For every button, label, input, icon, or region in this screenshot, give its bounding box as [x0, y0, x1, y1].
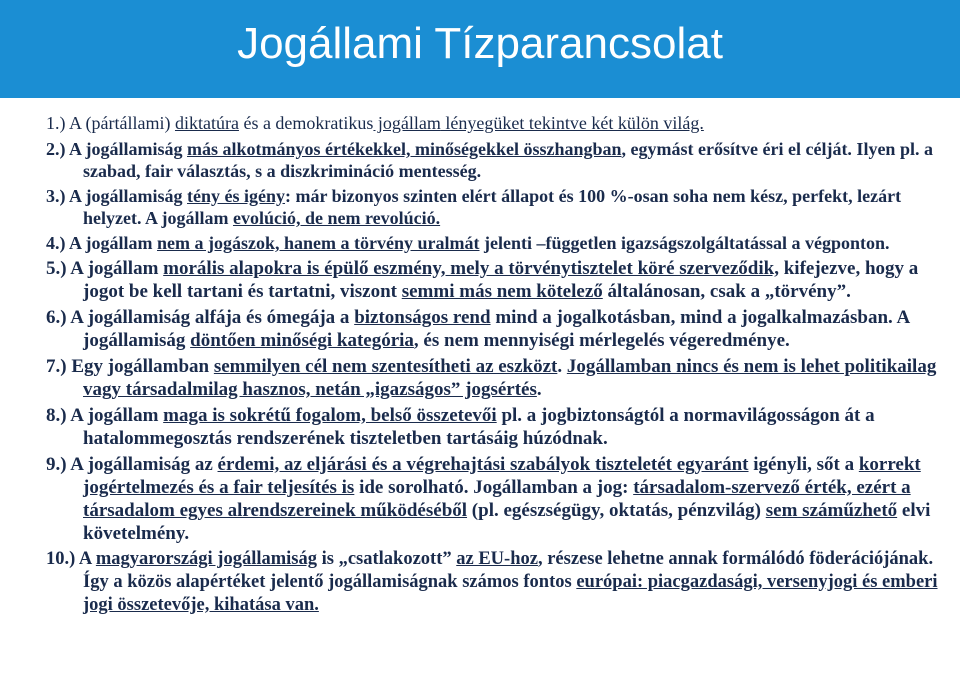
item-text: A jogállam	[65, 233, 158, 253]
list-item	[46, 185, 951, 229]
list-item	[46, 548, 951, 617]
underlined-text: az EU-hoz	[456, 549, 538, 569]
item-number: 2.)	[46, 139, 66, 159]
item-list	[46, 112, 951, 620]
page-title: Jogállami Tízparancsolat	[237, 19, 723, 68]
underlined-text: európai: piacgazdasági, versenyjogi és emberi jogi összetevője, kihatása van.	[83, 572, 938, 615]
underlined-text: diktatúra	[174, 113, 239, 133]
underlined-text: semmi más nem kötelező	[401, 281, 603, 302]
item-text: A	[75, 549, 96, 569]
item-text: ide sorolható. Jogállamban a jog:	[354, 477, 634, 498]
item-number: 7.)	[46, 356, 67, 377]
item-text: .	[536, 379, 542, 400]
underlined-text: morális alapokra is épülő eszmény, mely a törvénytisztelet köré szerveződik,	[163, 258, 779, 279]
item-text: A jogállam	[66, 405, 164, 426]
item-text: és a demokratikus	[238, 113, 374, 133]
item-text: .	[557, 356, 567, 377]
item-number: 4.)	[46, 233, 66, 253]
underlined-text: Jogállamban nincs és nem is lehet politikailag vagy társadalmilag hasznos, netán „igazságos” jogsértés	[83, 356, 937, 400]
item-text: A jogállamiság alfája és ómegája a	[66, 307, 355, 328]
item-text: kifejezve, hogy a jogot be kell tartani és tartatni, viszont	[83, 258, 919, 302]
item-text: is „csatlakozott”	[317, 549, 457, 569]
item-number: 8.)	[46, 405, 67, 426]
underlined-text: maga is sokrétű fogalom, belső összetevői	[163, 405, 497, 426]
list-item	[46, 232, 951, 254]
underlined-text: semmilyen cél nem szentesítheti az eszközt	[213, 356, 558, 377]
item-text: , részese lehetne annak formálódó föderációjának. Így a közös alapértéket jelentő jogállamiságnak számos fontos	[83, 549, 934, 592]
underlined-text: lényegüket tekintve két külön világ.	[440, 113, 704, 133]
item-text: pl. a jogbiztonságtól a normavilágosságon át a hatalommegosztás rendszerének tiszteletben tartásáig húzódnak.	[83, 405, 875, 449]
underlined-text: érdemi, az eljárási és a végrehajtási szabályok tiszteletét egyaránt	[217, 454, 749, 475]
underlined-text: tény és igény	[187, 186, 286, 206]
underlined-text: korrekt jogértelmezés és a fair teljesítés is	[83, 454, 921, 498]
list-item	[46, 112, 951, 135]
underlined-text: jogállam	[373, 113, 441, 133]
item-text: , és nem mennyiségi mérlegelés végeredménye.	[413, 330, 790, 351]
item-number: 10.)	[46, 549, 76, 569]
underlined-text: más alkotmányos értékekkel, minőségekkel összhangban	[187, 139, 622, 159]
underlined-text: döntően minőségi kategória	[190, 330, 414, 351]
list-item	[46, 306, 951, 352]
item-text: igényli, sőt a	[748, 454, 859, 475]
item-number: 5.)	[46, 258, 67, 279]
item-number: 3.)	[46, 186, 66, 206]
item-text: A jogállamiság	[65, 186, 188, 206]
item-number: 9.)	[46, 454, 67, 475]
underlined-text: sem száműzhető	[765, 500, 898, 521]
list-item	[46, 257, 951, 303]
item-number: 1.)	[46, 113, 66, 133]
underlined-text: társadalom-szervező érték, ezért a társadalom egyes alrendszereinek működéséből	[83, 477, 911, 521]
item-number: 6.)	[46, 307, 67, 328]
item-text: A jogállamiság	[65, 139, 188, 159]
item-text: A jogállamiság az	[66, 454, 218, 475]
underlined-text: magyarországi jogállamiság	[95, 549, 317, 569]
list-item	[46, 404, 951, 450]
list-item	[46, 355, 951, 401]
item-text: Egy jogállamban	[66, 356, 214, 377]
item-text: elvi követelmény.	[83, 500, 931, 544]
item-text: általánosan, csak a „törvény”.	[602, 281, 851, 302]
list-item	[46, 138, 951, 182]
underlined-text: evolúció, de nem revolúció.	[232, 208, 441, 228]
item-text: A jogállam	[66, 258, 164, 279]
underlined-text: biztonságos rend	[354, 307, 491, 328]
item-text: A (pártállami)	[65, 113, 175, 133]
item-text: (pl. egészségügy, oktatás, pénzvilág)	[467, 500, 766, 521]
item-text: mind a jogalkotásban, mind a jogalkalmazásban. A jogállamiság	[83, 307, 910, 351]
item-text: : már bizonyos szinten elért állapot és 100 %-osan soha nem kész, perfekt, lezárt helyzet. A jogállam	[83, 186, 902, 228]
item-text: , egymást erősítve éri el célját. Ilyen pl. a szabad, fair választás, s a diszkrimináció mentesség.	[83, 139, 933, 181]
underlined-text: nem a jogászok, hanem a törvény uralmát	[157, 233, 480, 253]
list-item	[46, 453, 951, 545]
item-text: jelenti –független igazságszolgáltatással a végponton.	[479, 233, 890, 253]
